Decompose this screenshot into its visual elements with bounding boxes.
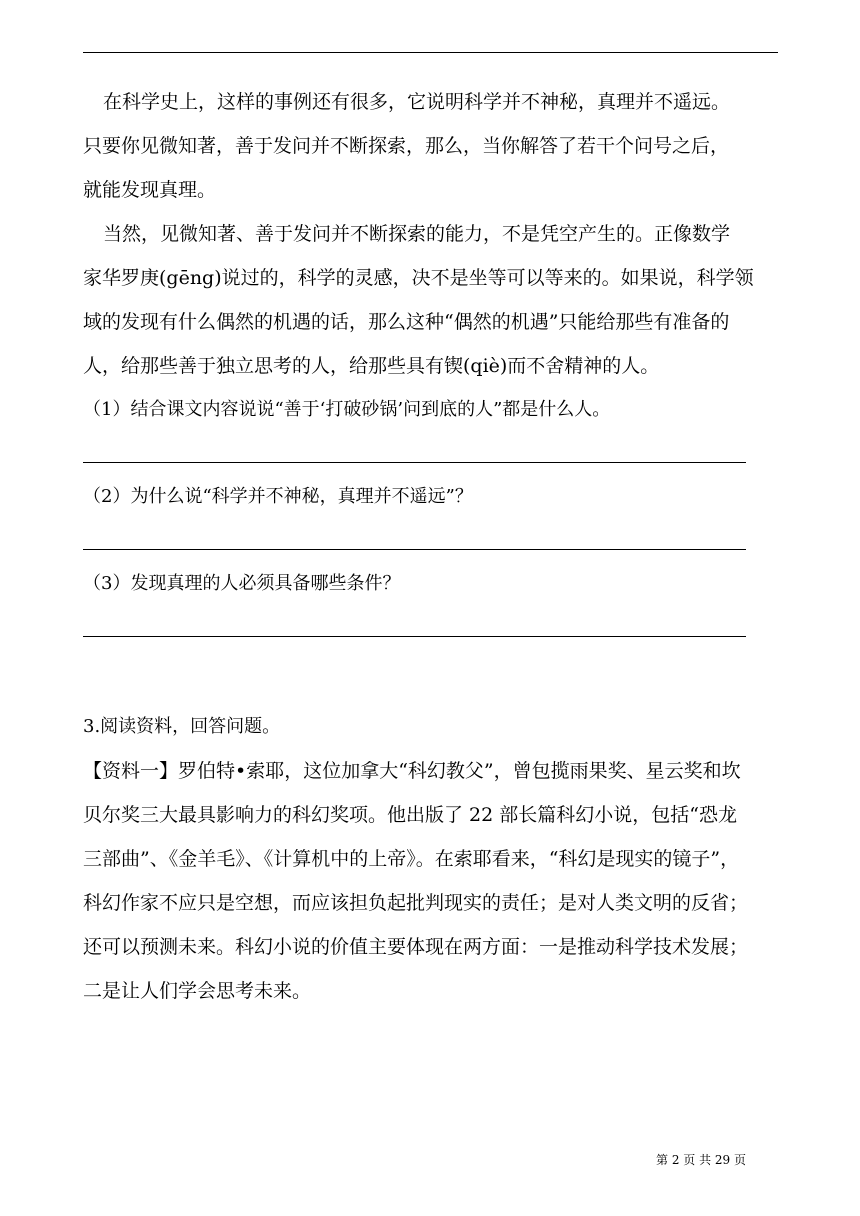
material-line: 还可以预测未来。科幻小说的价值主要体现在两方面：一是推动科学技术发展； [83,936,749,958]
material-line: 三部曲”、《金羊毛》、《计算机中的上帝》。在索耶看来，“科幻是现实的镜子”， [83,848,740,870]
question-2: （2）为什么说“科学并不神秘，真理并不遥远”？ [83,486,473,507]
answer-line-3[interactable] [83,636,746,637]
material-line: 科幻作家不应只是空想，而应该担负起批判现实的责任；是对人类文明的反省； [83,892,749,914]
passage-line: 家华罗庚(gēng)说过的，科学的灵感，决不是坐等可以等来的。如果说，科学领 [83,267,754,289]
passage-line: 在科学史上，这样的事例还有很多，它说明科学并不神秘，真理并不遥远。 [103,91,731,113]
section-spacer [83,649,783,705]
material-line: 【资料一】罗伯特•索耶，这位加拿大“科幻教父”，曾包揽雨果奖、星云奖和坎 [83,760,741,782]
passage-line: 就能发现真理。 [83,179,217,201]
question-1: （1）结合课文内容说说“善于‘打破砂锅’问到底的人”都是什么人。 [83,399,611,420]
material-line: 贝尔奖三大最具影响力的科幻奖项。他出版了 22 部长篇科幻小说，包括“恐龙 [83,804,737,826]
passage-line: 域的发现有什么偶然的机遇的话，那么这种“偶然的机遇”只能给那些有准备的 [83,311,730,333]
passage-line: 人，给那些善于独立思考的人，给那些具有锲(qiè)而不舍精神的人。 [83,355,660,377]
material-line: 二是让人们学会思考未来。 [83,980,312,1002]
header-rule [83,52,778,53]
answer-line-2[interactable] [83,549,746,550]
answer-line-1[interactable] [83,462,746,463]
section-3-heading: 3.阅读资料，回答问题。 [83,716,281,737]
page-number-footer: 第 2 页 共 29 页 [656,1153,746,1167]
page-content [83,80,783,1013]
question-3: （3）发现真理的人必须具备哪些条件？ [83,573,401,594]
passage-line: 当然，见微知著、善于发问并不断探索的能力，不是凭空产生的。正像数学 [103,223,731,245]
passage-line: 只要你见微知著，善于发问并不断探索，那么，当你解答了若干个问号之后， [83,135,730,157]
